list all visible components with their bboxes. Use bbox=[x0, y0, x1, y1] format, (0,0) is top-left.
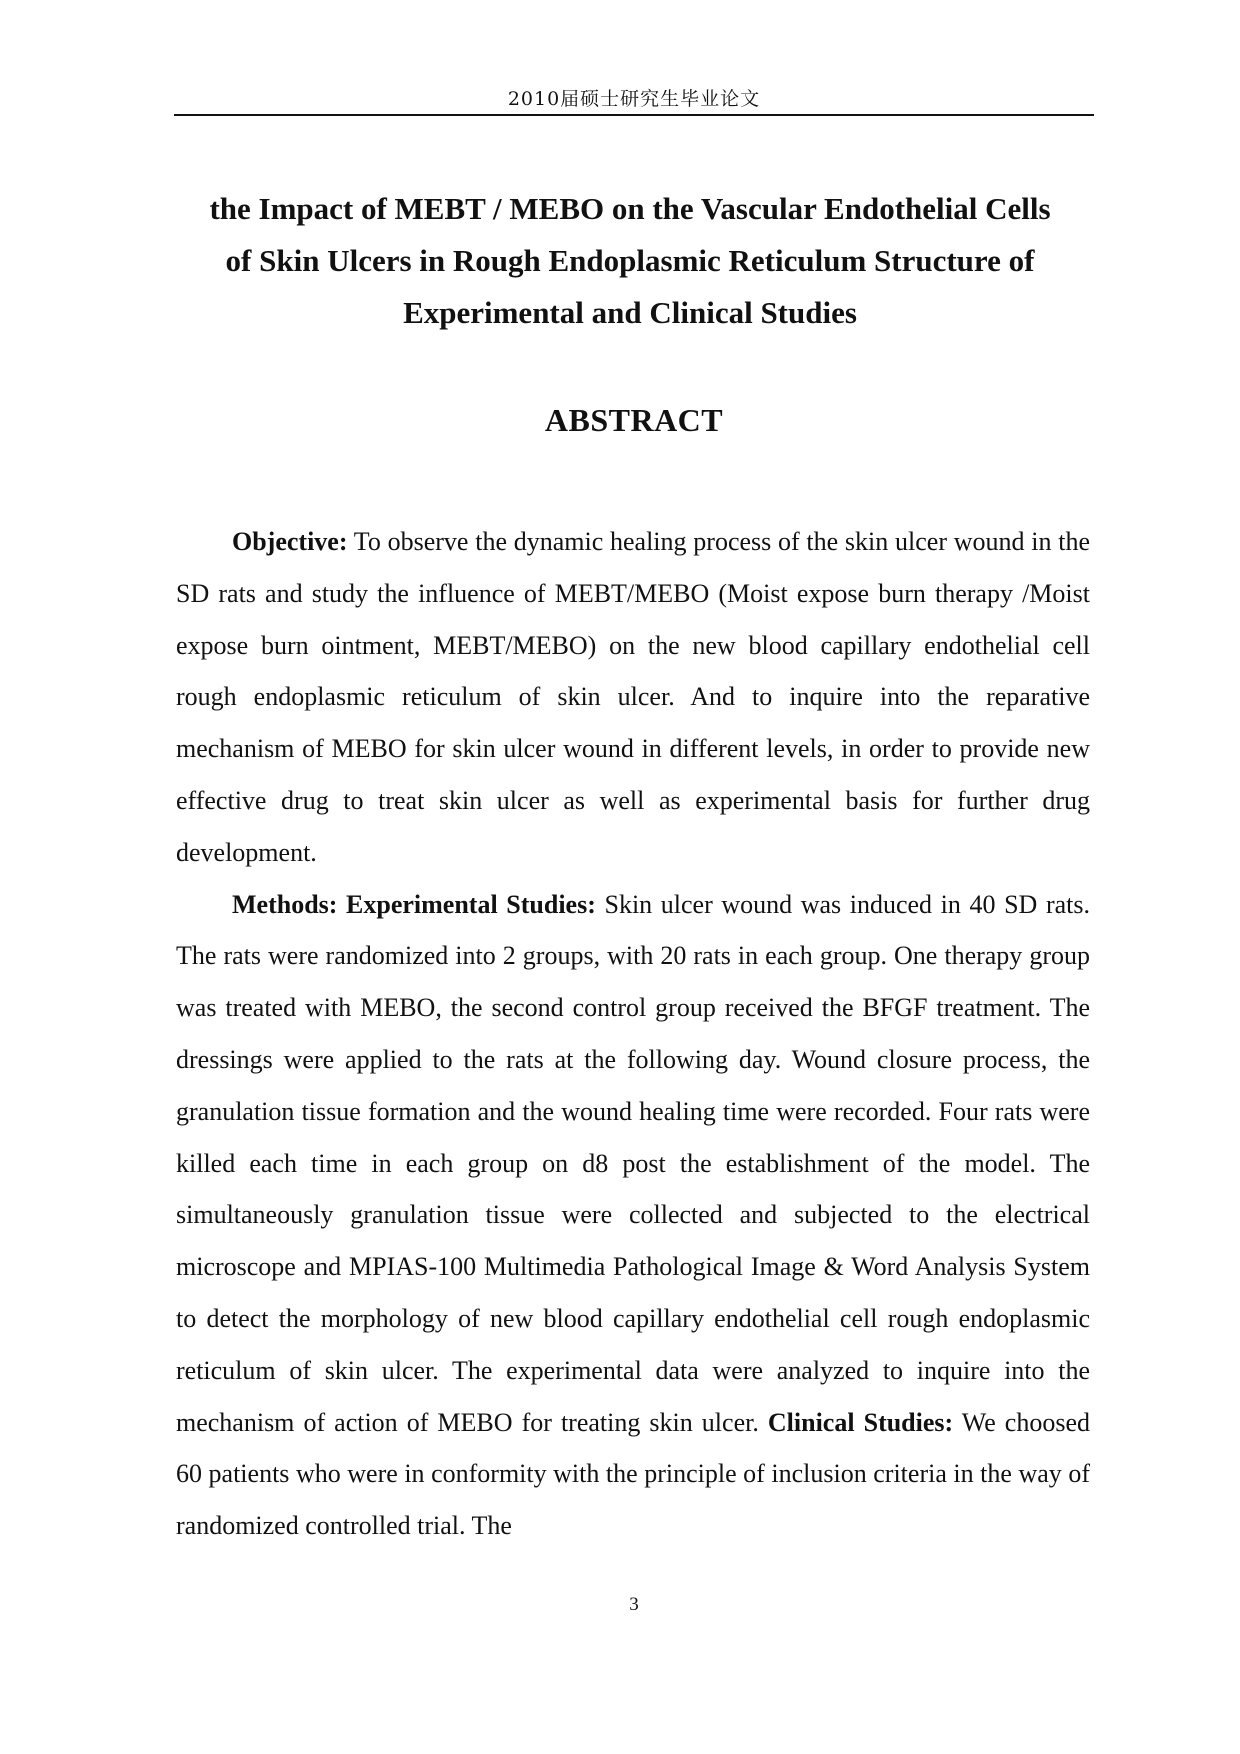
abstract-body bbox=[176, 516, 1090, 1552]
abstract-heading: ABSTRACT bbox=[544, 402, 724, 438]
header-rule bbox=[174, 114, 1094, 116]
methods-paragraph bbox=[176, 879, 1090, 1552]
page-number: 3 bbox=[629, 1594, 639, 1615]
methods-text: Skin ulcer wound was induced in 40 SD rats. The rats were randomized into 2 groups, with 20 rats in each group. One therapy group was treated with MEBO, the second control group received the BFGF treatment. The dressings were applied to the rats at the following day. Wound closure process, the granulation tissue formation and the wound healing time were recorded. Four rats were killed each time in each group on d8 post the establishment of the model. The simultaneously granulation tissue were collected and subjected to the electrical microscope and MPIAS-100 Multimedia Pathological Image & Word Analysis System to detect the morphology of new blood capillary endothelial cell rough endoplasmic reticulum of skin ulcer. The experimental data were analyzed to inquire into the mechanism of action of MEBO for treating skin ulcer. bbox=[176, 889, 1090, 1437]
clinical-studies-text: We choosed 60 patients who were in conformity with the principle of inclusion criteria in the way of randomized controlled trial. The bbox=[176, 1407, 1091, 1541]
objective-paragraph bbox=[176, 516, 1090, 879]
objective-text: To observe the dynamic healing process of the skin ulcer wound in the SD rats and study the influence of MEBT/MEBO (Moist expose burn therapy /Moist expose burn ointment, MEBT/MEBO) on the new blood capillary endothelial cell rough endoplasmic reticulum of skin ulcer. And to inquire into the reparative mechanism of MEBO for skin ulcer wound in different levels, in order to provide new effective drug to treat skin ulcer as well as experimental basis for further drug development. bbox=[176, 527, 1090, 867]
running-header: 2010届硕士研究生毕业论文 bbox=[507, 88, 761, 110]
title-line-1: the Impact of MEBT / MEBO on the Vascular Endothelial Cells bbox=[209, 191, 1051, 226]
title-line-3: Experimental and Clinical Studies bbox=[403, 295, 857, 330]
paper-title bbox=[160, 183, 1100, 339]
title-line-2: of Skin Ulcers in Rough Endoplasmic Reticulum Structure of bbox=[225, 243, 1035, 278]
clinical-studies-label: Clinical Studies: bbox=[767, 1407, 954, 1437]
methods-label: Methods: Experimental Studies: bbox=[232, 889, 596, 919]
objective-label: Objective: bbox=[232, 527, 348, 556]
